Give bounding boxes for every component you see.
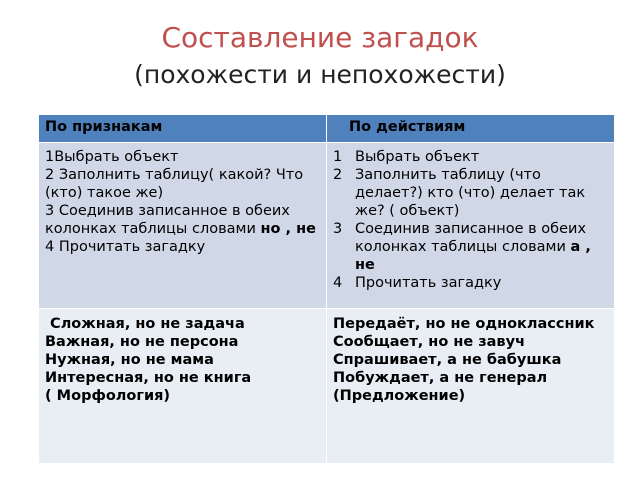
actions-steps-cell (327, 143, 615, 309)
attributes-steps-cell (39, 143, 327, 309)
actions-riddle-cell (327, 309, 615, 464)
riddle-line: Передаёт, но не одноклассник (333, 316, 595, 332)
riddle-line: Интересная, но не книга (45, 370, 252, 386)
riddle-line: Побуждает, а не генерал (333, 370, 548, 386)
riddle-line: Сложная, но не задача (45, 316, 245, 332)
actions-step-3-connectors: а , не (355, 239, 591, 273)
table-header-row (39, 115, 615, 143)
attributes-riddle-cell (39, 309, 327, 464)
attributes-step-3: 3 Соединив записанное в обеих колонках таблицы словами но , не (45, 203, 316, 237)
slide-title: Составление загадок (161, 21, 479, 54)
slide-subtitle: (похожести и непохожести) (134, 60, 506, 89)
actions-step: 1 Выбрать объект (333, 149, 480, 165)
attributes-step-1: 1Выбрать объект (45, 149, 179, 165)
riddle-answer: ( Морфология) (45, 388, 171, 404)
riddle-line: Важная, но не персона (45, 334, 239, 350)
riddle-line: Сообщает, но не завуч (333, 334, 526, 350)
riddle-table (38, 114, 615, 464)
actions-step: 3 Соединив записанное в обеих колонках таблицы словами а , не (333, 221, 591, 273)
attributes-step-2: 2 Заполнить таблицу( какой? Что (кто) такое же) (45, 167, 304, 201)
riddle-line: Спрашивает, а не бабушка (333, 352, 562, 368)
table-riddle-row (39, 309, 615, 464)
riddle-answer: (Предложение) (333, 388, 466, 404)
riddle-line: Нужная, но не мама (45, 352, 214, 368)
header-by-attributes: По признакам (39, 115, 327, 143)
header-by-actions: По действиям (327, 115, 615, 143)
actions-step: 2 Заполнить таблицу (что делает?) кто (что) делает так же? ( объект) (333, 167, 586, 219)
actions-steps-list (333, 148, 608, 292)
actions-step: 4 Прочитать загадку (333, 275, 502, 291)
attributes-step-4: 4 Прочитать загадку (45, 239, 206, 255)
attributes-step-3-connectors: но , не (260, 221, 316, 237)
table-steps-row (39, 143, 615, 309)
